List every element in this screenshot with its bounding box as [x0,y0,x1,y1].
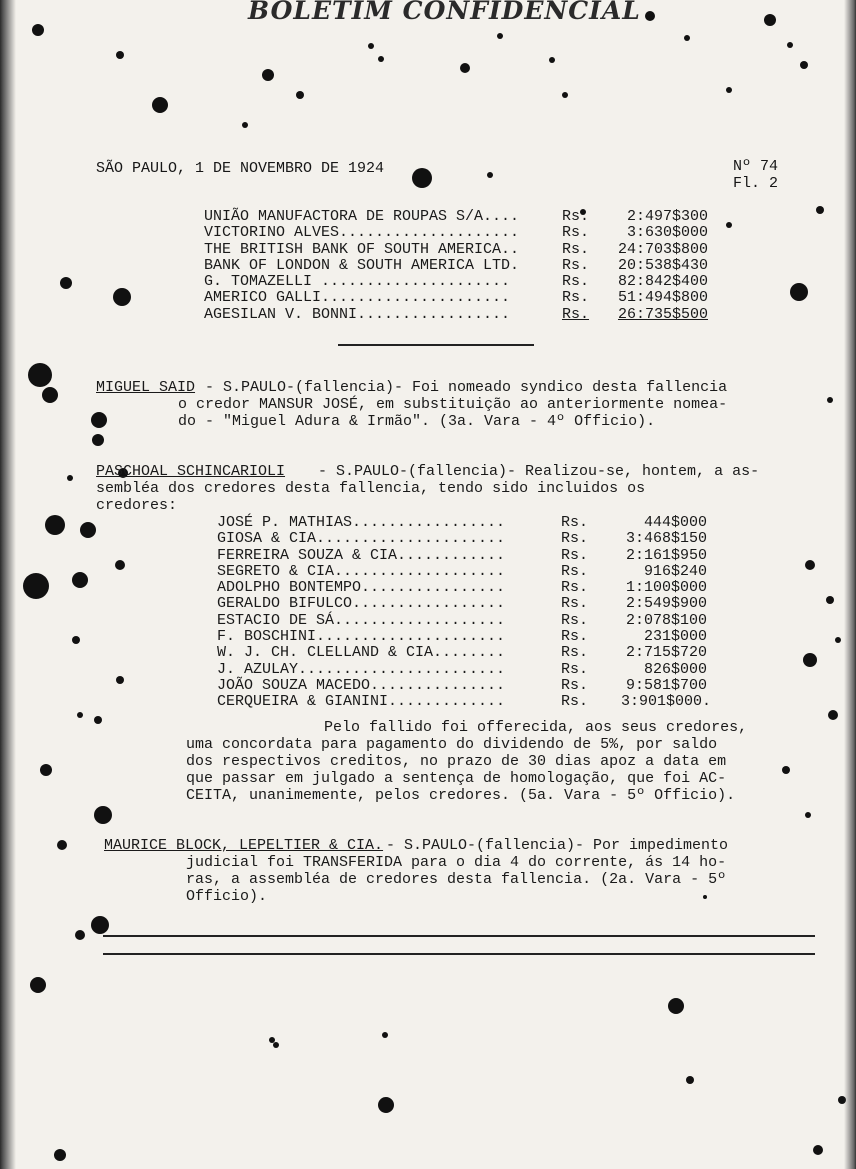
entry-text: Officio). [186,888,268,905]
place-date: SÃO PAULO, 1 DE NOVEMBRO DE 1924 [96,160,385,177]
bulletin-number: Nº 74 [733,158,779,175]
ledger-row: AMERICO GALLI..................... Rs. 51:494$800 [204,289,708,307]
ledger-row: FERREIRA SOUZA & CIA............ Rs. 2:161$950 [217,546,707,564]
entry-text: dos respectivos creditos, no prazo de 30 dias apoz a data em [186,753,727,770]
entry-heading-paschoal-schincarioli: PASCHOAL SCHINCARIOLI [96,463,286,480]
folio-number: Fl. 2 [733,175,779,192]
creditors-list-top [204,209,714,323]
right-edge-shadow [842,0,856,1169]
ledger-row: AGESILAN V. BONNI................. Rs. 26:735$500 [204,305,708,323]
entry-text: Pelo fallido foi offerecida, aos seus credores, [324,719,748,736]
end-rule-lower [103,953,815,955]
ledger-row: W. J. CH. CLELLAND & CIA........ Rs. 2:715$720 [217,644,707,662]
ledger-row: JOÃO SOUZA MACEDO............... Rs. 9:581$700 [217,676,707,694]
ledger-row: SEGRETO & CIA................... Rs. 916$240 [217,562,707,580]
ledger-row: GIOSA & CIA..................... Rs. 3:468$150 [217,530,707,548]
entry-text: CEITA, unanimemente, pelos credores. (5a. Vara - 5º Officio). [186,787,736,804]
entry-text: - S.PAULO-(fallencia)- Realizou-se, hontem, a as- [318,463,760,480]
ledger-row: J. AZULAY....................... Rs. 826$000 [217,660,707,678]
creditors-list-schincarioli [217,515,717,711]
section-divider [338,344,534,346]
entry-heading-maurice-block: MAURICE BLOCK, LEPELTIER & CIA. [104,837,384,854]
entry-text: - S.PAULO-(fallencia)- Foi nomeado syndico desta fallencia [205,379,728,396]
entry-text: - S.PAULO-(fallencia)- Por impedimento [386,837,729,854]
entry-heading-miguel-said: MIGUEL SAID [96,379,196,396]
ledger-row: GERALDO BIFULCO................. Rs. 2:549$900 [217,595,707,613]
ledger-row: CERQUEIRA & GIANINI............. Rs. 3:901$000. [217,693,711,711]
ledger-row: UNIÃO MANUFACTORA DE ROUPAS S/A.... Rs. 2:497$300 [204,208,708,225]
left-edge-shadow [0,0,18,1169]
entry-text: do - "Miguel Adura & Irmão". (3a. Vara - 4º Officio). [178,413,656,430]
masthead: BOLETIM CONFIDENCIAL [248,0,641,25]
end-rule-upper [103,935,815,937]
ledger-row: F. BOSCHINI..................... Rs. 231$000 [217,628,707,646]
entry-text: credores: [96,497,178,514]
ledger-row: ADOLPHO BONTEMPO................ Rs. 1:100$000 [217,579,707,597]
ledger-row: ESTACIO DE SÁ................... Rs. 2:078$100 [217,611,707,629]
entry-text: ras, a assembléa de credores desta fallencia. (2a. Vara - 5º [186,871,727,888]
entry-text: sembléa dos credores desta fallencia, tendo sido incluidos os [96,480,646,497]
entry-text: uma concordata para pagamento do dividendo de 5%, por saldo [186,736,718,753]
ledger-row: THE BRITISH BANK OF SOUTH AMERICA.. Rs. 24:703$800 [204,240,708,258]
ledger-row: JOSÉ P. MATHIAS................. Rs. 444$000 [217,514,707,531]
entry-text: o credor MANSUR JOSÉ, em substituição ao anteriormente nomea- [178,396,728,413]
ledger-row: G. TOMAZELLI ..................... Rs. 82:842$400 [204,273,708,291]
entry-text: judicial foi TRANSFERIDA para o dia 4 do corrente, ás 14 ho- [186,854,727,871]
entry-text: que passar em julgado a sentença de homologação, que foi AC- [186,770,727,787]
ledger-row: BANK OF LONDON & SOUTH AMERICA LTD. Rs. 20:538$430 [204,256,708,274]
ledger-row: VICTORINO ALVES.................... Rs. 3:630$000 [204,224,708,242]
